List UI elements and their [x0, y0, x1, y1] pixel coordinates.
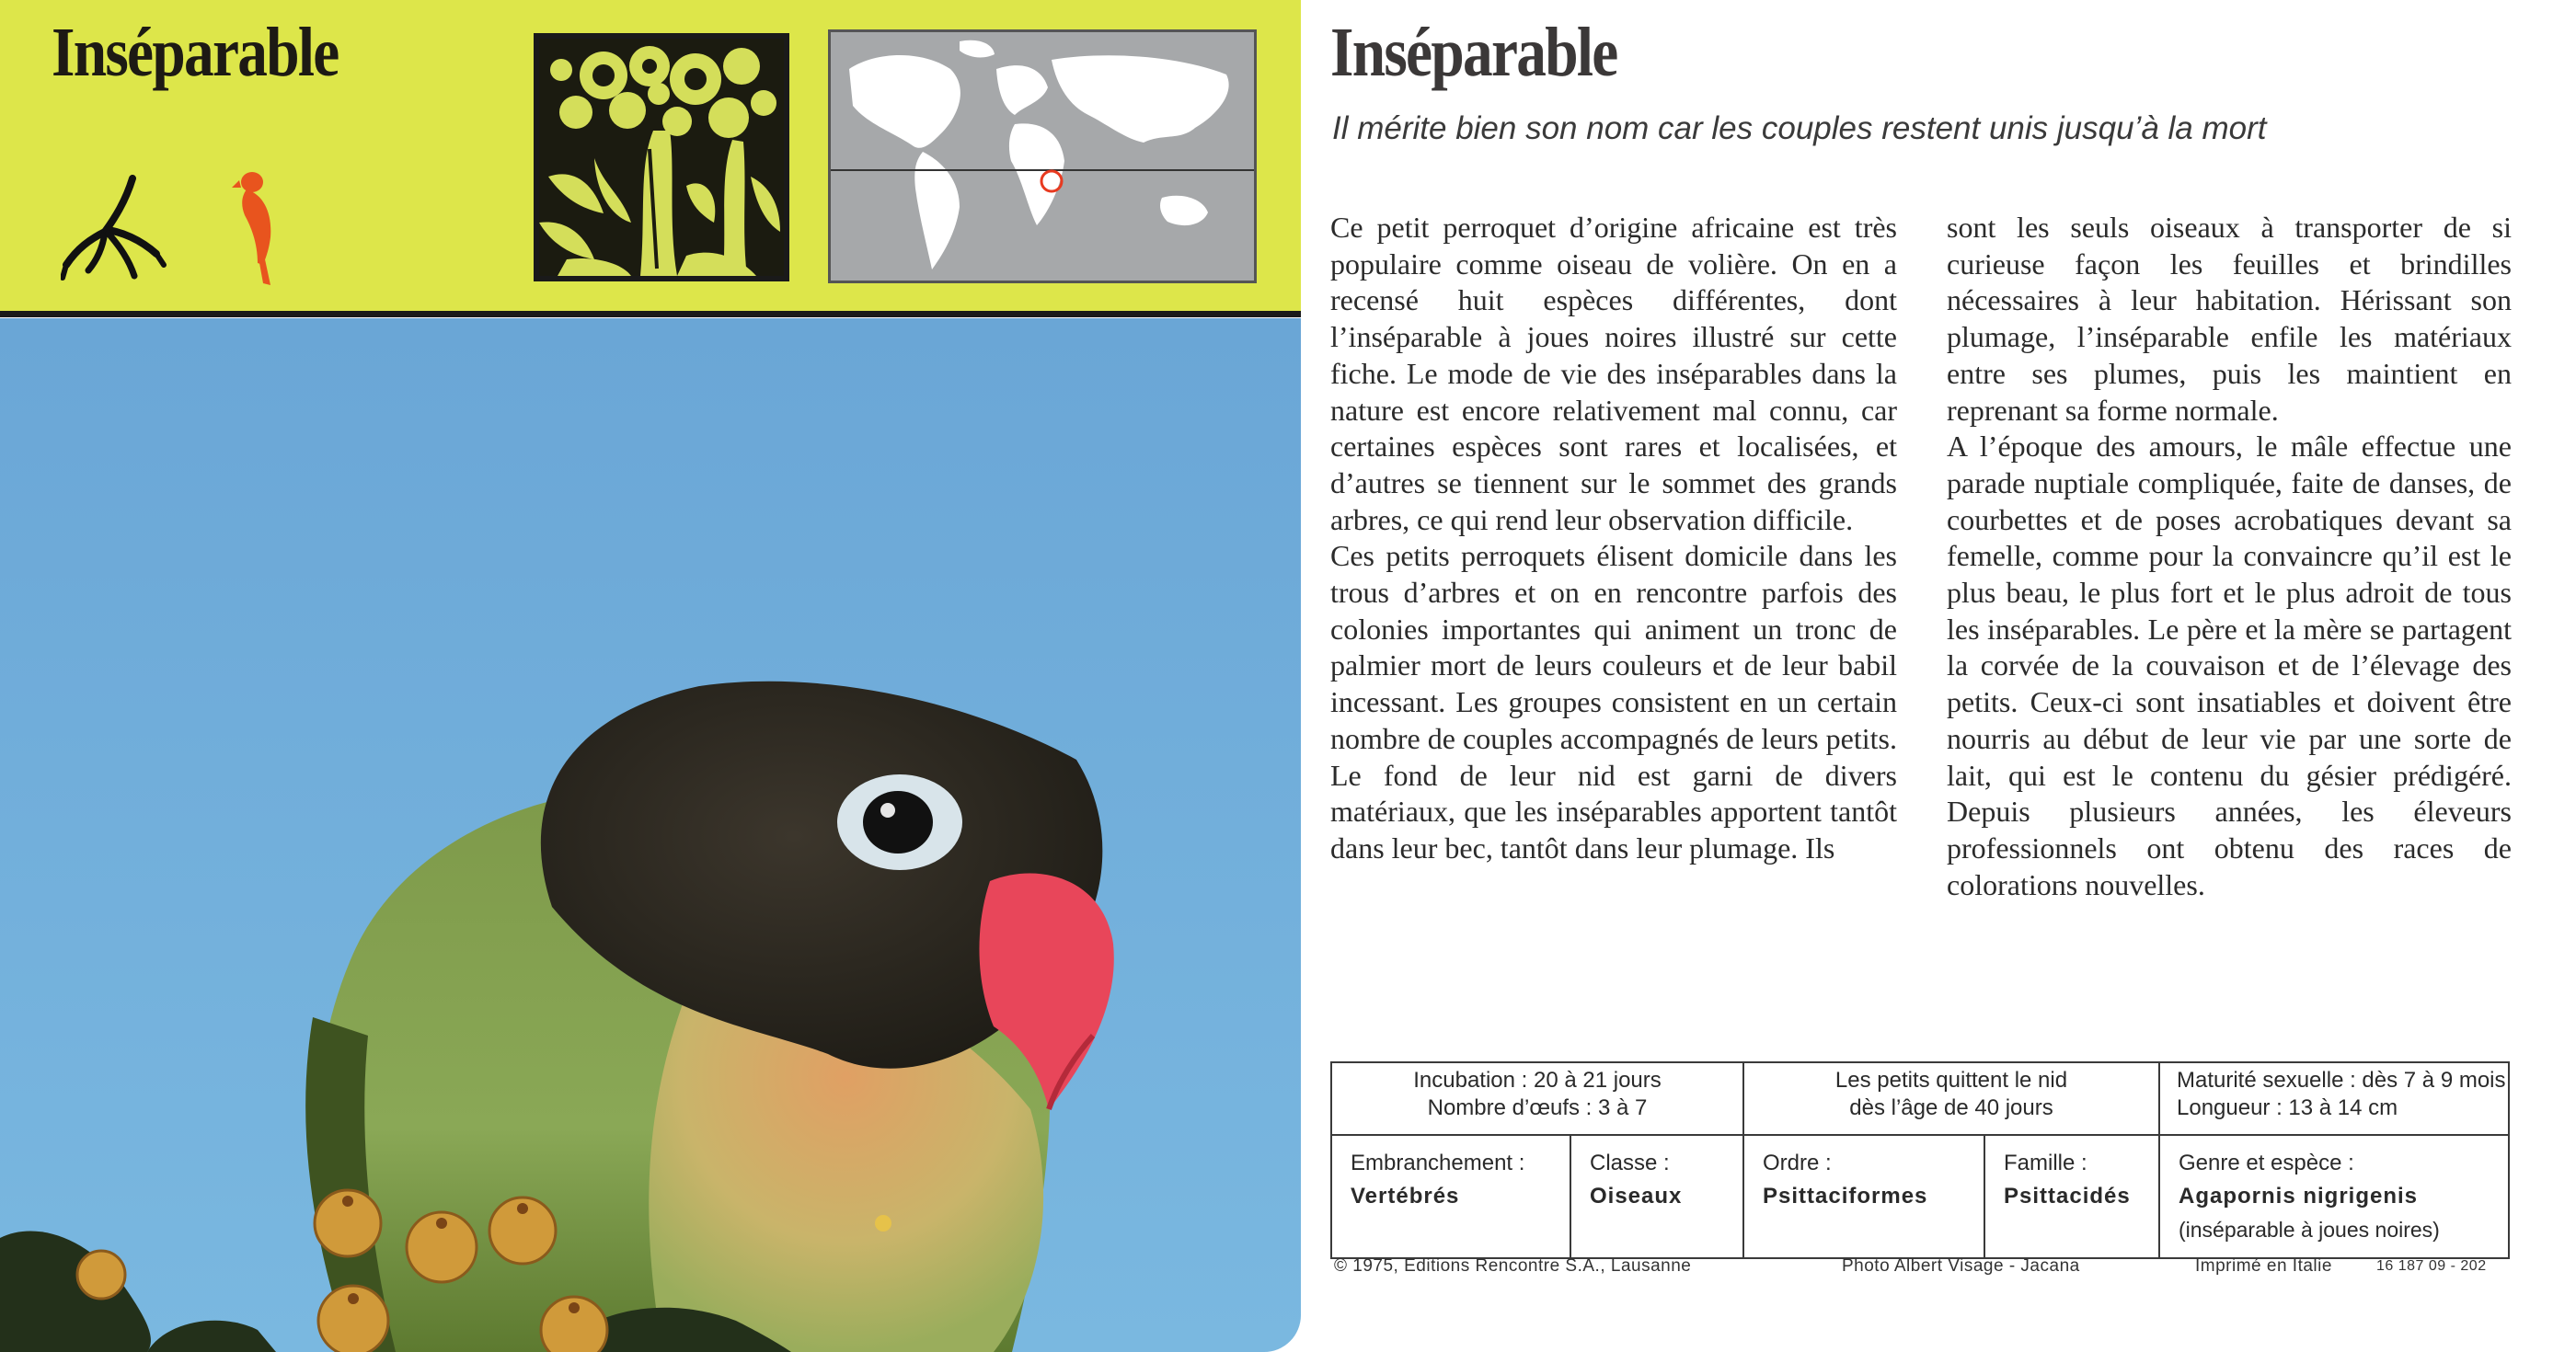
- facts-row: [1331, 1062, 2509, 1135]
- taxonomy-cell: [1331, 1135, 1570, 1258]
- claw-icon: [61, 175, 171, 285]
- forest-habitat-icon: [534, 33, 789, 281]
- printed-text: Imprimé en Italie: [2195, 1256, 2332, 1276]
- taxonomy-cell: [1984, 1135, 2159, 1258]
- incubation-text: Incubation : 20 à 21 jours: [1413, 1068, 1662, 1093]
- maturity-cell: [2159, 1062, 2509, 1135]
- young-age-text: dès l’âge de 40 jours: [1849, 1095, 2053, 1120]
- paragraph: Ce petit perroquet d’origine africaine est très populaire comme oiseau de volière. On en a recensé huit espèces différentes, dont l’inséparable à joues noires illustré sur cette fiche. Le mode de vie des inséparables dans la nature est encore relativement mal connu, car certaines espèces sont rares et localisées, et d’autres se tiennent sur le sommet des grands arbres, ce qui rend leur observation difficile.: [1330, 211, 1897, 536]
- taxonomy-label: Embranchement :: [1351, 1151, 1525, 1175]
- article-column-1: [1330, 210, 1897, 867]
- eggs-text: Nombre d’œufs : 3 à 7: [1427, 1095, 1648, 1120]
- header-divider: [0, 311, 1301, 317]
- taxonomy-cell: [1743, 1135, 1984, 1258]
- paragraph: Ces petits perroquets élisent domicile dans les trous d’arbres et on en rencontre parfois des colonies importantes qui animent un tronc de palmier mort de leurs couleurs et de leur babil incessant. Les groupes consistent en un certain nombre de couples accompagnés de leurs petits. Le fond de leur nid est garni de divers matériaux, que les inséparables apportent tantôt dans leur bec, tantôt dans leur plumage. Ils: [1330, 539, 1897, 865]
- parrot-photo: [0, 318, 1301, 1352]
- taxonomy-label: Famille :: [2004, 1151, 2087, 1175]
- incubation-cell: [1331, 1062, 1743, 1135]
- facts-table: [1330, 1061, 2510, 1259]
- card-code: 16 187 09 - 202: [2376, 1258, 2487, 1274]
- article-title: Inséparable: [1330, 14, 1617, 91]
- taxonomy-value: Agapornis nigrigenis: [2179, 1184, 2419, 1209]
- article-subtitle: Il mérite bien son nom car les couples restent unis jusqu’à la mort: [1332, 110, 2267, 146]
- taxonomy-cell: [2159, 1135, 2509, 1258]
- taxonomy-value: Oiseaux: [1590, 1184, 1683, 1209]
- young-leave-text: Les petits quittent le nid: [1834, 1068, 2068, 1093]
- paragraph: sont les seuls oiseaux à transporter de si curieuse façon les feuilles et brindilles nécessaires à leur habitation. Hérissant son plumage, l’inséparable enfile les matériaux entre ses plumes, puis les maintient en reprenant sa forme normale.: [1947, 211, 2512, 427]
- taxonomy-value: Vertébrés: [1351, 1184, 1460, 1209]
- photo-credit: Photo Albert Visage - Jacana: [1842, 1256, 2080, 1276]
- taxonomy-value: Psittaciformes: [1763, 1184, 1928, 1209]
- taxonomy-note: (inséparable à joues noires): [2179, 1218, 2440, 1242]
- maturity-text: Maturité sexuelle : dès 7 à 9 mois: [2177, 1068, 2506, 1093]
- copyright-text: © 1975, Editions Rencontre S.A., Lausanne: [1334, 1256, 1692, 1276]
- taxonomy-label: Ordre :: [1763, 1151, 1832, 1175]
- article-column-2: [1947, 210, 2512, 903]
- taxonomy-row: [1331, 1135, 2509, 1258]
- distribution-map: [828, 29, 1257, 283]
- length-text: Longueur : 13 à 14 cm: [2177, 1095, 2398, 1120]
- parrot-icon: [230, 167, 294, 287]
- taxonomy-label: Genre et espèce :: [2179, 1151, 2354, 1175]
- young-cell: [1743, 1062, 2159, 1135]
- card-title: Inséparable: [52, 14, 339, 91]
- taxonomy-cell: [1570, 1135, 1743, 1258]
- taxonomy-value: Psittacidés: [2004, 1184, 2131, 1209]
- taxonomy-label: Classe :: [1590, 1151, 1670, 1175]
- paragraph: A l’époque des amours, le mâle effectue une parade nuptiale compliquée, faite de danses, de courbettes et de poses acrobatiques devant sa femelle, comme pour la convaincre qu’il est le plus beau, le plus fort et le plus adroit de tous les inséparables. Le père et la mère se partagent la corvée de la couvaison et de l’élevage des petits. Ceux-ci sont insatiables et doivent être nourris au début de leur vie par une sorte de lait, qui est le contenu du gésier prédigéré. Depuis plusieurs années, les éleveurs professionnels ont obtenu des races de colorations nouvelles.: [1947, 430, 2512, 901]
